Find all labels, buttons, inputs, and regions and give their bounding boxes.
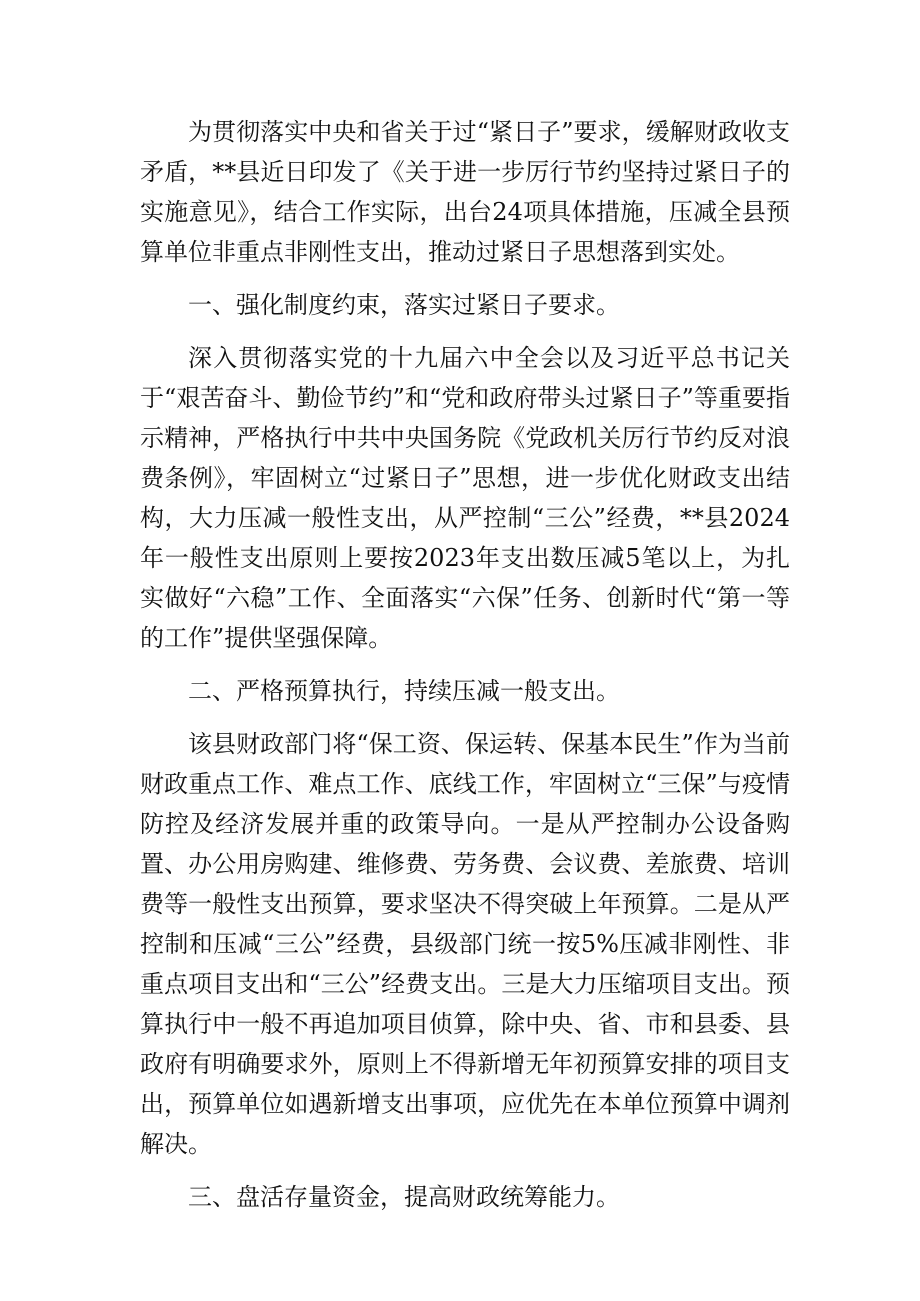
paragraph-intro: 为贯彻落实中央和省关于过“紧日子”要求，缓解财政收支矛盾，**县近日印发了《关于进一步厉行节约坚持过紧日子的实施意见》，结合工作实际，出台24项具体措施，压减全县预算单位非重点非刚性支出，推动过紧日子思想落到实处。 [140, 118, 790, 266]
section-heading-1: 一、强化制度约束，落实过紧日子要求。 [188, 291, 620, 319]
section-heading-3: 三、盘活存量资金，提高财政统筹能力。 [188, 1183, 620, 1211]
section-heading-2: 二、严格预算执行，持续压减一般支出。 [188, 677, 620, 705]
document-body [140, 112, 790, 1230]
paragraph-section-1: 深入贯彻落实党的十九届六中全会以及习近平总书记关于“艰苦奋斗、勤俭节约”和“党和政府带头过紧日子”等重要指示精神，严格执行中共中央国务院《党政机关厉行节约反对浪费条例》，牢固树立“过紧日子”思想，进一步优化财政支出结构，大力压减一般性支出，从严控制“三公”经费，**县2024年一般性支出原则上要按2023年支出数压减5笔以上，为扎实做好“六稳”工作、全面落实“六保”任务、创新时代“第一等的工作”提供坚强保障。 [140, 344, 790, 652]
paragraph-section-2: 该县财政部门将“保工资、保运转、保基本民生”作为当前财政重点工作、难点工作、底线工作，牢固树立“三保”与疫情防控及经济发展并重的政策导向。一是从严控制办公设备购置、办公用房购建、维修费、劳务费、会议费、差旅费、培训费等一般性支出预算，要求坚决不得突破上年预算。二是从严控制和压减“三公”经费，县级部门统一按5%压减非刚性、非重点项目支出和“三公”经费支出。三是大力压缩项目支出。预算执行中一般不再追加项目侦算，除中央、省、市和县委、县政府有明确要求外，原则上不得新增无年初预算安排的项目支出，预算单位如遇新增支出事项，应优先在本单位预算中调剂解决。 [140, 730, 790, 1158]
